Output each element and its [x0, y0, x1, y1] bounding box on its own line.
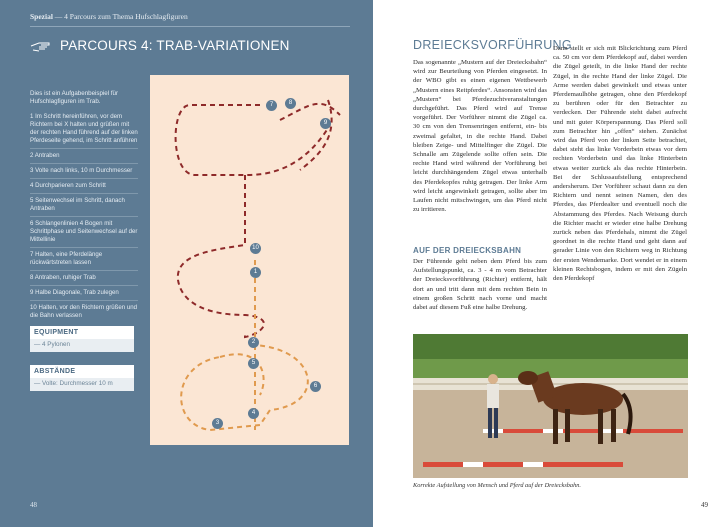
step-10: 10 Halten, vor den Richtern grüßen und die Bahn verlassen — [30, 304, 138, 319]
article-column-1: Das sogenannte „Mustern auf der Dreiecksbahn“ wird zur Beurteilung von Pferden eingesetzt. In der WBO gibt es einen eigenen Wettbewerb „Mustern eines Reitpferdes“. Ansonsten wird das „Mustern“ bei Pferdezuchtveranstaltungen durchgeführt. Das Pferd wird auf Trense vorgeführt. Der Vorführer nimmt die Zügel ca. 30 cm von den Trensenringen entfernt, ein- bis zweimal gefaltet, in die rechte Hand. Dabei bleiben Zeige- und Mittelfinger die Zügel. Die Schnalle am Zügelende sollte offen sein. Die rechte Hand wird während der Vorführung bei leicht durchhängendem Zügel etwas unterhalb des Pferdekopfes ruhig getragen. Der linke Arm wird leicht angewinkelt getragen, sollte aber im Laufen nicht mitschwingen, um das Pferd nicht zu irritieren. — [413, 59, 547, 214]
running-header — [30, 12, 188, 21]
step-5: 5 Seitenwechsel im Schritt, danach Antraben — [30, 197, 138, 217]
pointing-hand-icon — [30, 40, 52, 52]
distances-box — [30, 365, 134, 391]
route-dark-right — [300, 100, 332, 170]
header-subtitle: — 4 Parcours zum Thema Hufschlagfiguren — [54, 12, 188, 21]
photo-caption: Korrekte Aufstellung von Mensch und Pferd auf der Dreiecksbahn. — [413, 482, 581, 489]
marker-6: 6 — [310, 381, 321, 392]
parcours-steps — [30, 113, 138, 326]
equipment-value: — 4 Pylonen — [34, 341, 71, 348]
distances-value: — Volte: Durchmesser 10 m — [34, 380, 113, 387]
marker-9: 9 — [320, 118, 331, 129]
parcours-title: PARCOURS 4: TRAB-VARIATIONEN — [60, 38, 290, 53]
arena-diagram — [150, 75, 349, 445]
page-number-left: 48 — [30, 501, 37, 509]
route-dark-middle — [178, 175, 264, 337]
equipment-box — [30, 326, 134, 352]
step-7: 7 Halten, eine Pferdelänge rückwärtstreten lassen — [30, 251, 138, 271]
step-9: 9 Halbe Diagonale, Trab zulegen — [30, 289, 138, 301]
equipment-label: EQUIPMENT — [30, 326, 134, 339]
step-1: 1 Im Schritt hereinführen, vor dem Richtern bei X halten und grüßen mit der rechten Hand führend auf der linken Pferdeseite gehend, im Schritt anführen — [30, 113, 138, 149]
distances-label: ABSTÄNDE — [30, 365, 134, 378]
horse-photo — [413, 334, 688, 478]
step-4: 4 Durchparieren zum Schritt — [30, 182, 138, 194]
marker-1: 1 — [250, 267, 261, 278]
step-3: 3 Volte nach links, 10 m Durchmesser — [30, 167, 138, 179]
marker-4: 4 — [248, 408, 259, 419]
step-6: 6 Schlangenlinien 4 Bogen mit Schrittphase und Seitenwechsel auf der Mittellinie — [30, 220, 138, 248]
header-rule — [30, 26, 350, 27]
marker-8: 8 — [285, 98, 296, 109]
parcours-title-block — [30, 38, 290, 53]
article-title: DREIECKSVORFÜHRUNG — [413, 38, 572, 52]
article-column-1b: Der Führende geht neben dem Pferd bis zum Aufstellungspunkt, ca. 3 - 4 m vom Betrachter der Dreiecksvorführung (Richter) entfernt, hält dort an und tritt dann mit dem rechten Bein in einem großen Schritt nach vorne und macht dabei auf diesem Fuß eine halbe Drehung. — [413, 258, 547, 312]
marker-7: 7 — [266, 100, 277, 111]
header-section: Spezial — [30, 12, 53, 21]
step-2: 2 Antraben — [30, 152, 138, 164]
step-8: 8 Antraben, ruhiger Trab — [30, 274, 138, 286]
marker-3: 3 — [212, 418, 223, 429]
route-orange-lower — [181, 260, 308, 430]
article-column-2: Dann stellt er sich mit Blickrichtung zum Pferd ca. 50 cm vor dem Pferdekopf auf, dabei werden die Zügel geteilt, in die linke Hand der rechte Zügel, in die rechte Hand der linke Zügel. Die Arme werden dabei gewinkelt und etwas unter Pferdemaulhöhe getragen, ohne den Pferdekopf zu berühren oder für den Betrachter zu verdecken. Der Führende steht dabei aufrecht und mit guter Körperspannung. Das Pferd soll zum Betrachter hin „offen“ stehen. Zunächst wird das Pferd von der linken Seite betrachtet, dabei steht das linke Vorderbein etwas vor dem rechten Vorderbein und das linke Hinterbein etwas weiter zurück als das rechte Hinterbein. Bei der Schlussaufstellung entsprechend andersherum. Der Vorführer schaut dann zu den Richtern und nennt seinen Namen, den des Pferdes, das Pferdealter und eventuell noch die Abstammung des Pferdes. Nach Weisung durch die Richter macht er wieder eine halbe Drehung zurück neben das Pferdehals, nimmt die Zügel geordnet in die rechte Hand und geht dann auf gerader Linie von den Richtern weg in Richtung der ersten Wendemarke. Dort wendet er in einem kleinen Rechtsbogen, indem er mit den Zügeln den Pferdekopf — [553, 45, 687, 283]
article-subheading: AUF DER DREIECKSBAHN — [413, 246, 522, 255]
page-number-right: 49 — [701, 501, 708, 509]
marker-5: 5 — [248, 358, 259, 369]
parcours-intro: Dies ist ein Aufgabenbeispiel für Hufschlagfiguren im Trab. — [30, 90, 119, 105]
marker-2: 2 — [248, 337, 259, 348]
right-page — [373, 0, 720, 527]
marker-10: 10 — [250, 243, 261, 254]
